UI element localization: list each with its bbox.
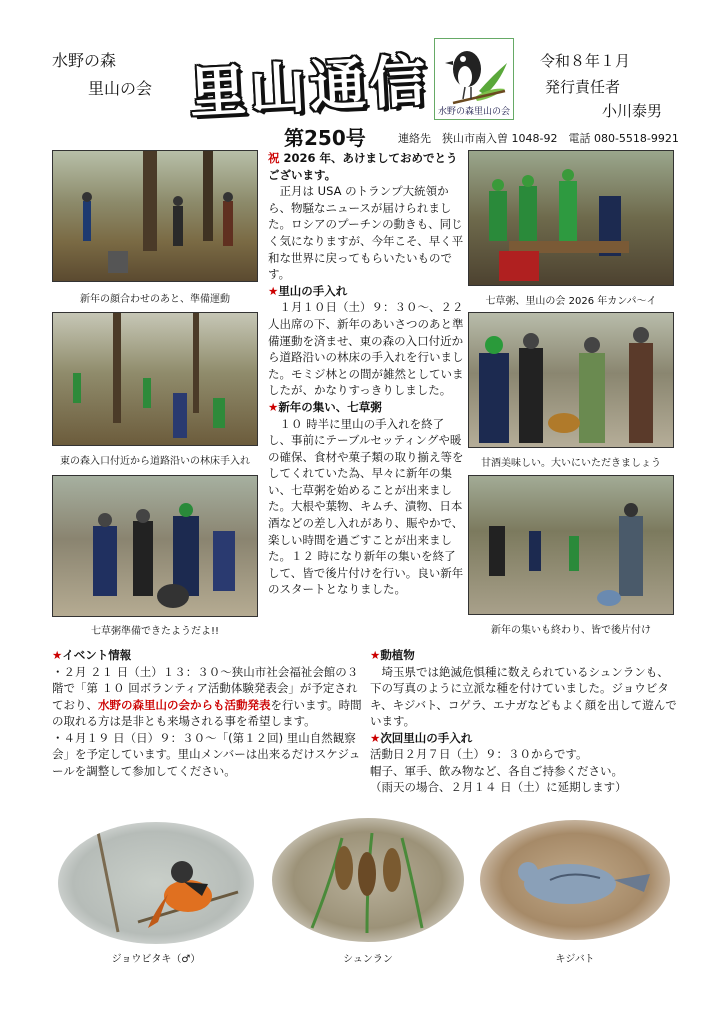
photo-warmup: [52, 150, 258, 282]
logo-caption: 水野の森里山の会: [437, 107, 510, 117]
caption-redstart: ジョウビタキ（♂）: [111, 954, 201, 965]
greeting-title: 2026 年、あけましておめでとうございます。: [268, 151, 458, 182]
issue-number: 第250号: [284, 126, 366, 150]
photo-amazake: [468, 312, 674, 448]
next-line-2: 帽子、軍手、飲み物など、各自ご持参ください。: [370, 763, 623, 778]
center-article-column: [268, 150, 464, 598]
nature-heading: [370, 647, 680, 664]
events-heading: [52, 647, 364, 664]
caption-dove: キジバト: [555, 954, 595, 965]
org-name-line2: 里山の会: [88, 79, 153, 98]
section-newyear-body: １０ 時半に里山の手入れを終了し、事前にテーブルセッティングや暖の確保、食材や菓子類の取り揃え等をしてくれていた為、早々に新年の集い、七草粥を始めることが出来ました。大根や葉物、キムチ、漬物、日本酒などの差し入れがあり、賑やかで、楽しい時間を過ごすことが出来ました。１２ 時になり新年の集いを終了して、皆で後片付けを行い。良い新年のスタートとなりました。: [268, 416, 464, 597]
photo-redstart: [58, 822, 254, 944]
orchid-seedpod-icon: [272, 818, 464, 942]
next-heading: [370, 730, 680, 747]
section-newyear-heading: [268, 399, 464, 416]
photo-clearing-scene: [53, 313, 258, 446]
section-maintenance-heading: [268, 283, 464, 300]
star-icon: ★: [268, 399, 279, 414]
issue-date: 令和８年１月: [540, 52, 631, 70]
bird-logo-icon: [435, 39, 515, 111]
photo-amazake-scene: [469, 313, 674, 448]
photo-toast-scene: [469, 151, 674, 286]
photo-caption-2: 東の森入口付近から道路沿いの林床手入れ: [60, 456, 250, 467]
next-line-3: （雨天の場合、２月１４ 日（土）に延期します）: [370, 780, 627, 794]
contact-info: 連絡先 狭山市南入曽 1048-92 電話 080-5518-9921: [398, 132, 679, 145]
greeting-body: 正月は USA のトランプ大統領から、物騒なニュースが届けられました。ロシアのプーチンの動きも、同じく気になりますが、今年こそ、早く平和な世界に戻ってもらいたいものです。: [268, 184, 464, 282]
nature-body: 埼玉県では絶滅危惧種に数えられているシュンランも、下の写真のように立派な種を付けていました。ジョウビタキ、キジバト、コゲラ、エナガなどもよく顔を出して遊んでいます。: [370, 664, 677, 728]
star-icon: ★: [370, 648, 381, 662]
photo-nanakusa-prep: [52, 475, 258, 617]
event-1-text-b: を行います。時間の取れる方は是非とも来場される事を希望します。: [52, 697, 362, 728]
photo-toast: [468, 150, 674, 286]
photo-caption-4: 七草粥、里山の会 2026 年カンパ～イ: [485, 296, 657, 307]
photo-cleanup: [468, 475, 674, 615]
star-icon: ★: [370, 730, 381, 745]
newsletter-title: 里山通信: [188, 47, 432, 127]
photo-warmup-scene: [53, 151, 258, 282]
photo-caption-1: 新年の顔合わせのあと、準備運動: [80, 294, 230, 305]
nature-title: 動植物: [380, 648, 415, 662]
caption-orchid: シュンラン: [343, 954, 393, 965]
next-line-1: 活動日２月７日（土）９：３０からです。: [370, 747, 588, 761]
event-1: [52, 664, 364, 730]
events-section: [52, 647, 364, 779]
photo-orchid: [272, 818, 464, 942]
photo-nanakusa-prep-scene: [53, 476, 258, 617]
photo-dove: [480, 820, 670, 940]
event-1-text-a: ・２月 ２１ 日（土）１３：３０～狭山市社会福祉会館の３ 階で「第 １０ 回ボランティア活動体験発表会」が予定されており、: [52, 664, 359, 712]
photo-caption-5: 甘酒美味しい。大いにいただきましょう: [481, 458, 661, 469]
star-icon: ★: [52, 648, 63, 662]
org-name-line1: 水野の森: [52, 51, 117, 70]
next-title: 次回里山の手入れ: [380, 730, 473, 745]
star-icon: ★: [268, 283, 279, 298]
responsible-label: 発行責任者: [545, 78, 621, 96]
photo-clearing: [52, 312, 258, 446]
photo-cleanup-scene: [469, 476, 674, 615]
responsible-name: 小川泰男: [602, 102, 663, 120]
photo-caption-3: 七草粥準備できたようだよ!!: [90, 626, 220, 637]
section-newyear-title: 新年の集い、七草粥: [278, 399, 382, 414]
greeting-heading: [268, 150, 464, 183]
event-1-highlight: 水野の森里山の会からも活動発表: [98, 697, 271, 712]
celebration-mark: 祝: [268, 151, 280, 165]
redstart-bird-icon: [58, 822, 254, 944]
section-maintenance-body: １月１０日（土）９：３０～、２２人出席の下、新年のあいさつのあと準備運動を済ませ、東の森の入口付近から道路沿いの林床の手入れを行いました。モミジ林との間が雑然としていましたが、かなりすっきりしました。: [268, 300, 464, 398]
dove-bird-icon: [480, 820, 670, 940]
events-title: イベント情報: [62, 648, 132, 662]
photo-caption-6: 新年の集いも終わり、皆で後片付け: [491, 625, 651, 636]
nature-section: [370, 647, 680, 796]
club-logo: [434, 38, 514, 120]
section-maintenance-title: 里山の手入れ: [278, 283, 348, 298]
event-2: ・４月１９ 日（日）９：３０～「(第１２回) 里山自然観察会」を予定しています。里山メンバーは出来るだけスケジュールを調整して参加してください。: [52, 730, 361, 778]
